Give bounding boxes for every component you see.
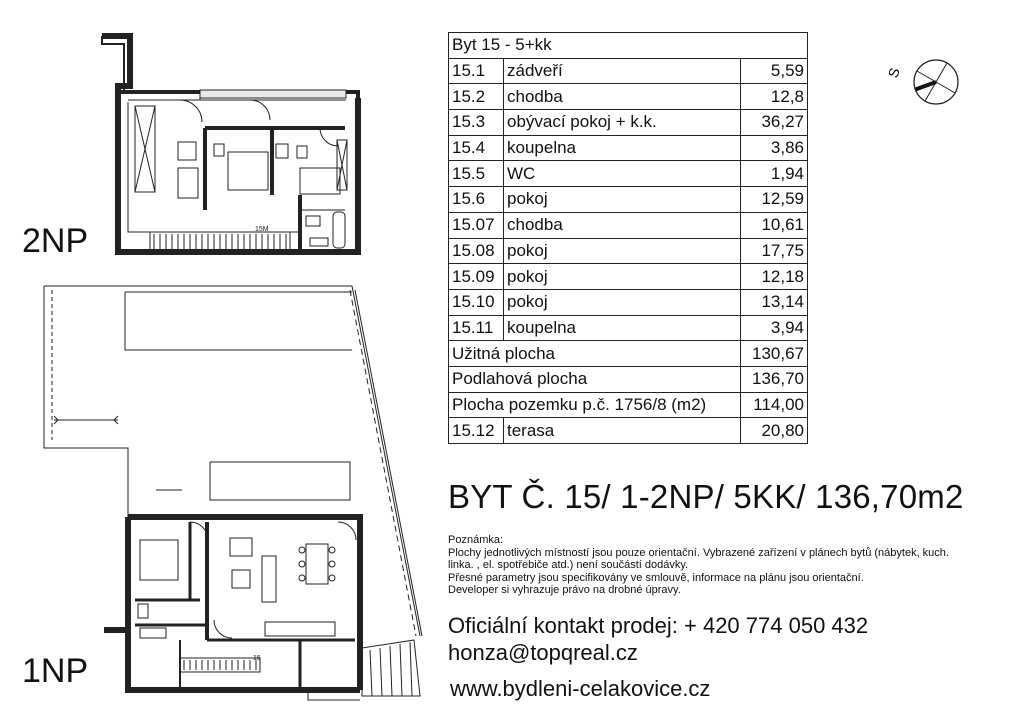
- room-area: 5,59: [741, 58, 808, 84]
- room-name: zádveří: [504, 58, 741, 84]
- room-area: 12,8: [741, 84, 808, 110]
- room-number: 15.08: [449, 238, 504, 264]
- note-line: Přesné parametry jsou specifikovány ve smlouvě, informace na plánu jsou orientační.: [448, 571, 864, 584]
- table-row: [449, 58, 808, 84]
- room-number: 15.3: [449, 110, 504, 136]
- table-total-row: [449, 366, 808, 392]
- upper-floor-plan: [102, 36, 358, 252]
- table-row: [449, 161, 808, 187]
- total-value: 130,67: [741, 341, 808, 367]
- website-link[interactable]: www.bydleni-celakovice.cz: [450, 676, 711, 701]
- table-row: [449, 264, 808, 290]
- note-title: Poznámka:: [448, 534, 504, 546]
- table-row: [449, 135, 808, 161]
- compass-letter: S: [884, 65, 903, 80]
- total-label: Podlahová plocha: [449, 366, 741, 392]
- room-area: 36,27: [741, 110, 808, 136]
- room-name: chodba: [504, 84, 741, 110]
- room-number: 15.1: [449, 58, 504, 84]
- table-row: [449, 315, 808, 341]
- room-area: 3,86: [741, 135, 808, 161]
- room-area: 17,75: [741, 238, 808, 264]
- room-name: pokoj: [504, 264, 741, 290]
- note-line: Developer si vyhrazuje právo na drobné úpravy.: [448, 584, 681, 597]
- room-name: WC: [504, 161, 741, 187]
- compass-north-arrow-icon: [884, 52, 974, 112]
- note-line: Plochy jednotlivých místností jsou pouze orientační. Vybrazené zařízení v plánech bytů (nábytek, kuch.: [448, 546, 949, 559]
- table-total-row: [449, 341, 808, 367]
- table-row: [449, 187, 808, 213]
- room-area: 12,18: [741, 264, 808, 290]
- room-number: 15.5: [449, 161, 504, 187]
- table-row: [449, 212, 808, 238]
- room-name: pokoj: [504, 238, 741, 264]
- room-area: 10,61: [741, 212, 808, 238]
- room-name: terasa: [504, 418, 741, 444]
- room-name: chodba: [504, 212, 741, 238]
- table-row: [449, 289, 808, 315]
- room-name: pokoj: [504, 187, 741, 213]
- room-name: obývací pokoj + k.k.: [504, 110, 741, 136]
- room-area-table: [448, 32, 808, 444]
- room-number: 15.09: [449, 264, 504, 290]
- room-number: 15.4: [449, 135, 504, 161]
- table-row: [449, 238, 808, 264]
- note-line: linka. , el. spotřebiče atd.) není součástí dodávky.: [448, 559, 689, 572]
- floor-plans-drawing: [0, 0, 440, 723]
- contact-email[interactable]: honza@topqreal.cz: [448, 640, 638, 665]
- room-number: 15.2: [449, 84, 504, 110]
- total-label: Plocha pozemku p.č. 1756/8 (m2): [449, 392, 741, 418]
- table-title-row: [449, 33, 808, 59]
- floor-label-1np: 1NP: [22, 652, 89, 690]
- contact-block: [448, 612, 868, 666]
- total-label: Užitná plocha: [449, 341, 741, 367]
- room-name: pokoj: [504, 289, 741, 315]
- lower-room-label: 15: [253, 655, 261, 662]
- room-name: koupelna: [504, 315, 741, 341]
- floor-label-2np: 2NP: [22, 222, 89, 260]
- room-name: koupelna: [504, 135, 741, 161]
- room-area: 12,59: [741, 187, 808, 213]
- total-value: 114,00: [741, 392, 808, 418]
- room-area: 1,94: [741, 161, 808, 187]
- note-block: [448, 534, 1018, 597]
- terrace-row: [449, 418, 808, 444]
- lower-floor-plan: [44, 286, 422, 700]
- room-area: 13,14: [741, 289, 808, 315]
- room-area: 20,80: [741, 418, 808, 444]
- contact-phone: Oficiální kontakt prodej: + 420 774 050 432: [448, 613, 869, 638]
- room-area: 3,94: [741, 315, 808, 341]
- room-number: 15.11: [449, 315, 504, 341]
- room-number: 15.10: [449, 289, 504, 315]
- total-value: 136,70: [741, 366, 808, 392]
- table-row: [449, 110, 808, 136]
- table-total-row: [449, 392, 808, 418]
- room-number: 15.6: [449, 187, 504, 213]
- apartment-headline: BYT Č. 15/ 1-2NP/ 5KK/ 136,70m2: [448, 478, 964, 515]
- table-title: Byt 15 - 5+kk: [449, 33, 808, 59]
- room-number: 15.07: [449, 212, 504, 238]
- room-number: 15.12: [449, 418, 504, 444]
- upper-room-label: 15M: [255, 226, 269, 233]
- table-row: [449, 84, 808, 110]
